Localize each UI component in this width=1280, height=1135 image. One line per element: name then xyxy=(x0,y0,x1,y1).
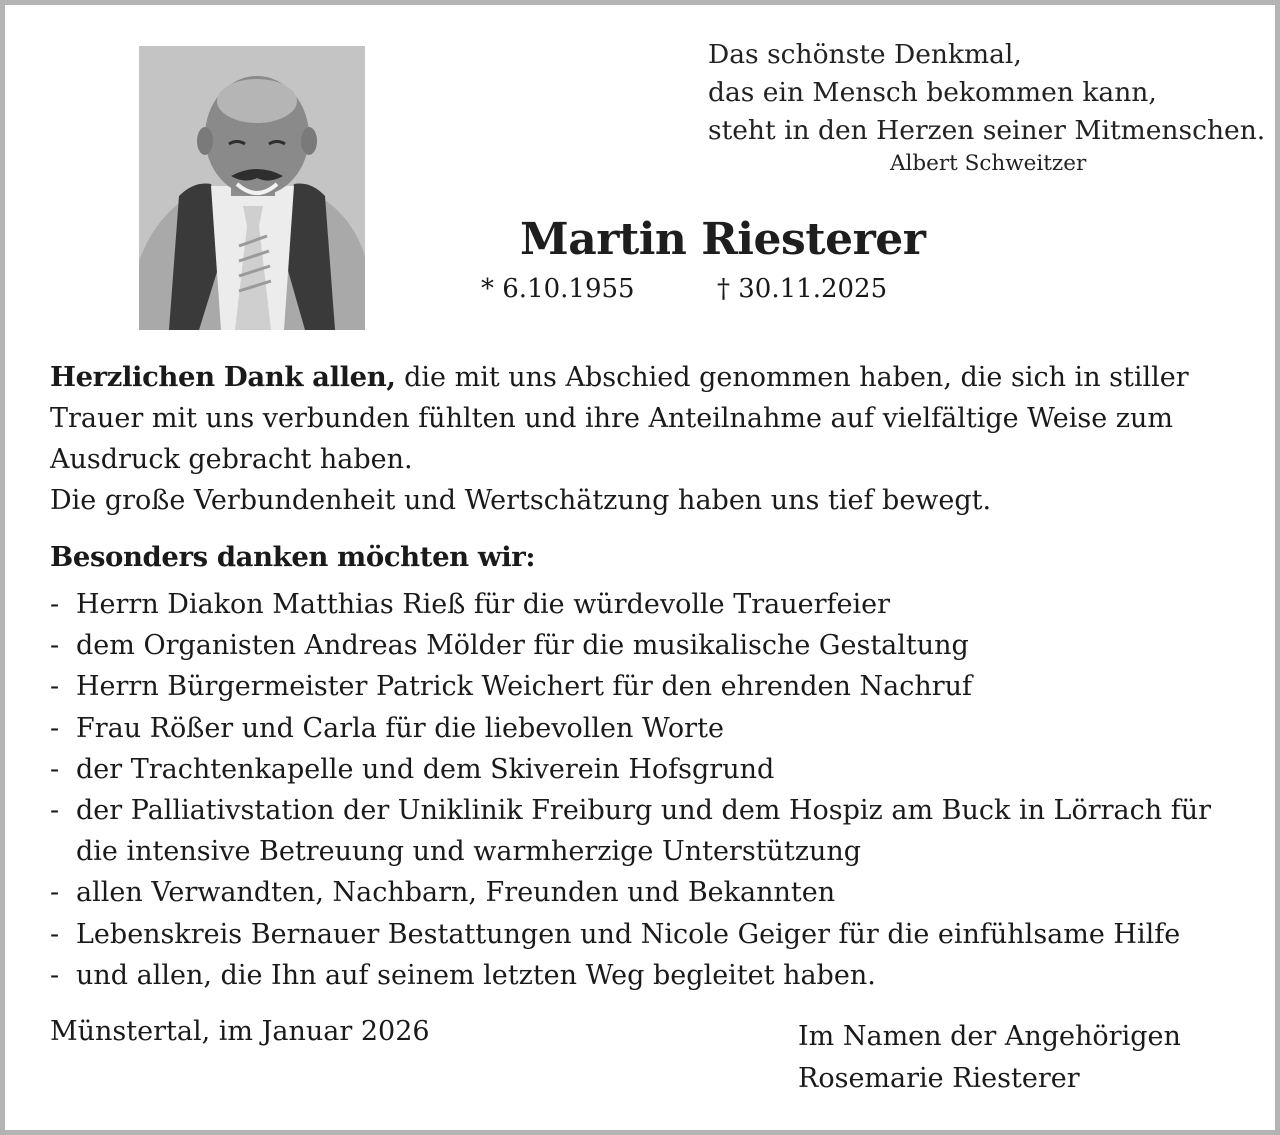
quote-line: das ein Mensch bekommen kann, xyxy=(708,77,1157,108)
list-bullet: - xyxy=(50,959,60,991)
list-item xyxy=(50,666,1240,707)
list-item-text: und allen, die Ihn auf seinem letzten Weg begleitet haben. xyxy=(76,959,876,991)
portrait-photo xyxy=(139,46,365,330)
thanks-paragraph xyxy=(50,357,1235,480)
deceased-name: Martin Riesterer xyxy=(520,214,926,265)
list-item-text: Herrn Diakon Matthias Rieß für die würdevolle Trauerfeier xyxy=(76,589,890,620)
list-bullet: - xyxy=(50,630,60,662)
thanks-intro-rest: die mit uns Abschied genommen haben, die sich in stiller Trauer mit uns verbunden fühlten und ihre Anteilnahme auf vielfältige Weise zum Ausdruck gebracht haben. xyxy=(50,362,1189,475)
list-item-text: Lebenskreis Bernauer Bestattungen und Nicole Geiger für die einfühlsame Hilfe xyxy=(76,918,1181,950)
place-date: Münstertal, im Januar 2026 xyxy=(50,1016,430,1047)
list-item xyxy=(50,708,1240,749)
list-item xyxy=(50,914,1240,955)
list-item xyxy=(50,749,1240,790)
list-bullet: - xyxy=(50,795,60,827)
special-thanks-heading: Besonders danken möchten wir: xyxy=(50,541,536,573)
thanks-text xyxy=(50,357,1235,521)
thanks-second-line: Die große Verbundenheit und Wertschätzung haben uns tief bewegt. xyxy=(50,485,992,516)
portrait-illustration xyxy=(139,46,365,330)
thanks-list xyxy=(50,584,1240,996)
list-bullet: - xyxy=(50,671,60,703)
thanks-intro-bold: Herzlichen Dank allen, xyxy=(50,361,396,393)
list-item-text: allen Verwandten, Nachbarn, Freunden und Bekannten xyxy=(76,877,836,909)
quote xyxy=(708,36,1265,150)
list-item xyxy=(50,584,1240,625)
list-bullet: - xyxy=(50,877,60,909)
list-bullet: - xyxy=(50,712,60,744)
signature xyxy=(798,1016,1181,1100)
list-item xyxy=(50,790,1240,872)
list-item xyxy=(50,955,1240,996)
list-bullet: - xyxy=(50,918,60,950)
signature-line: Im Namen der Angehörigen xyxy=(798,1021,1181,1052)
list-item-text: der Trachtenkapelle und dem Skiverein Hofsgrund xyxy=(76,753,775,785)
quote-author: Albert Schweitzer xyxy=(890,151,1087,176)
list-item-text: der Palliativstation der Uniklinik Freiburg und dem Hospiz am Buck in Lörrach für die intensive Betreuung und warmherzige Unterstützung xyxy=(76,795,1212,868)
quote-line: Das schönste Denkmal, xyxy=(708,39,1022,70)
list-item-text: Herrn Bürgermeister Patrick Weichert für den ehrenden Nachruf xyxy=(76,671,973,703)
quote-line: steht in den Herzen seiner Mitmenschen. xyxy=(708,115,1266,146)
list-bullet: - xyxy=(50,589,60,620)
list-bullet: - xyxy=(50,753,60,785)
list-item xyxy=(50,625,1240,666)
signature-name: Rosemarie Riesterer xyxy=(798,1063,1080,1094)
list-item-text: Frau Rößer und Carla für die liebevollen Worte xyxy=(76,712,724,744)
list-item xyxy=(50,872,1240,913)
list-item-text: dem Organisten Andreas Mölder für die musikalische Gestaltung xyxy=(76,630,969,662)
death-date: † 30.11.2025 xyxy=(717,274,888,304)
birth-date: * 6.10.1955 xyxy=(481,274,635,304)
